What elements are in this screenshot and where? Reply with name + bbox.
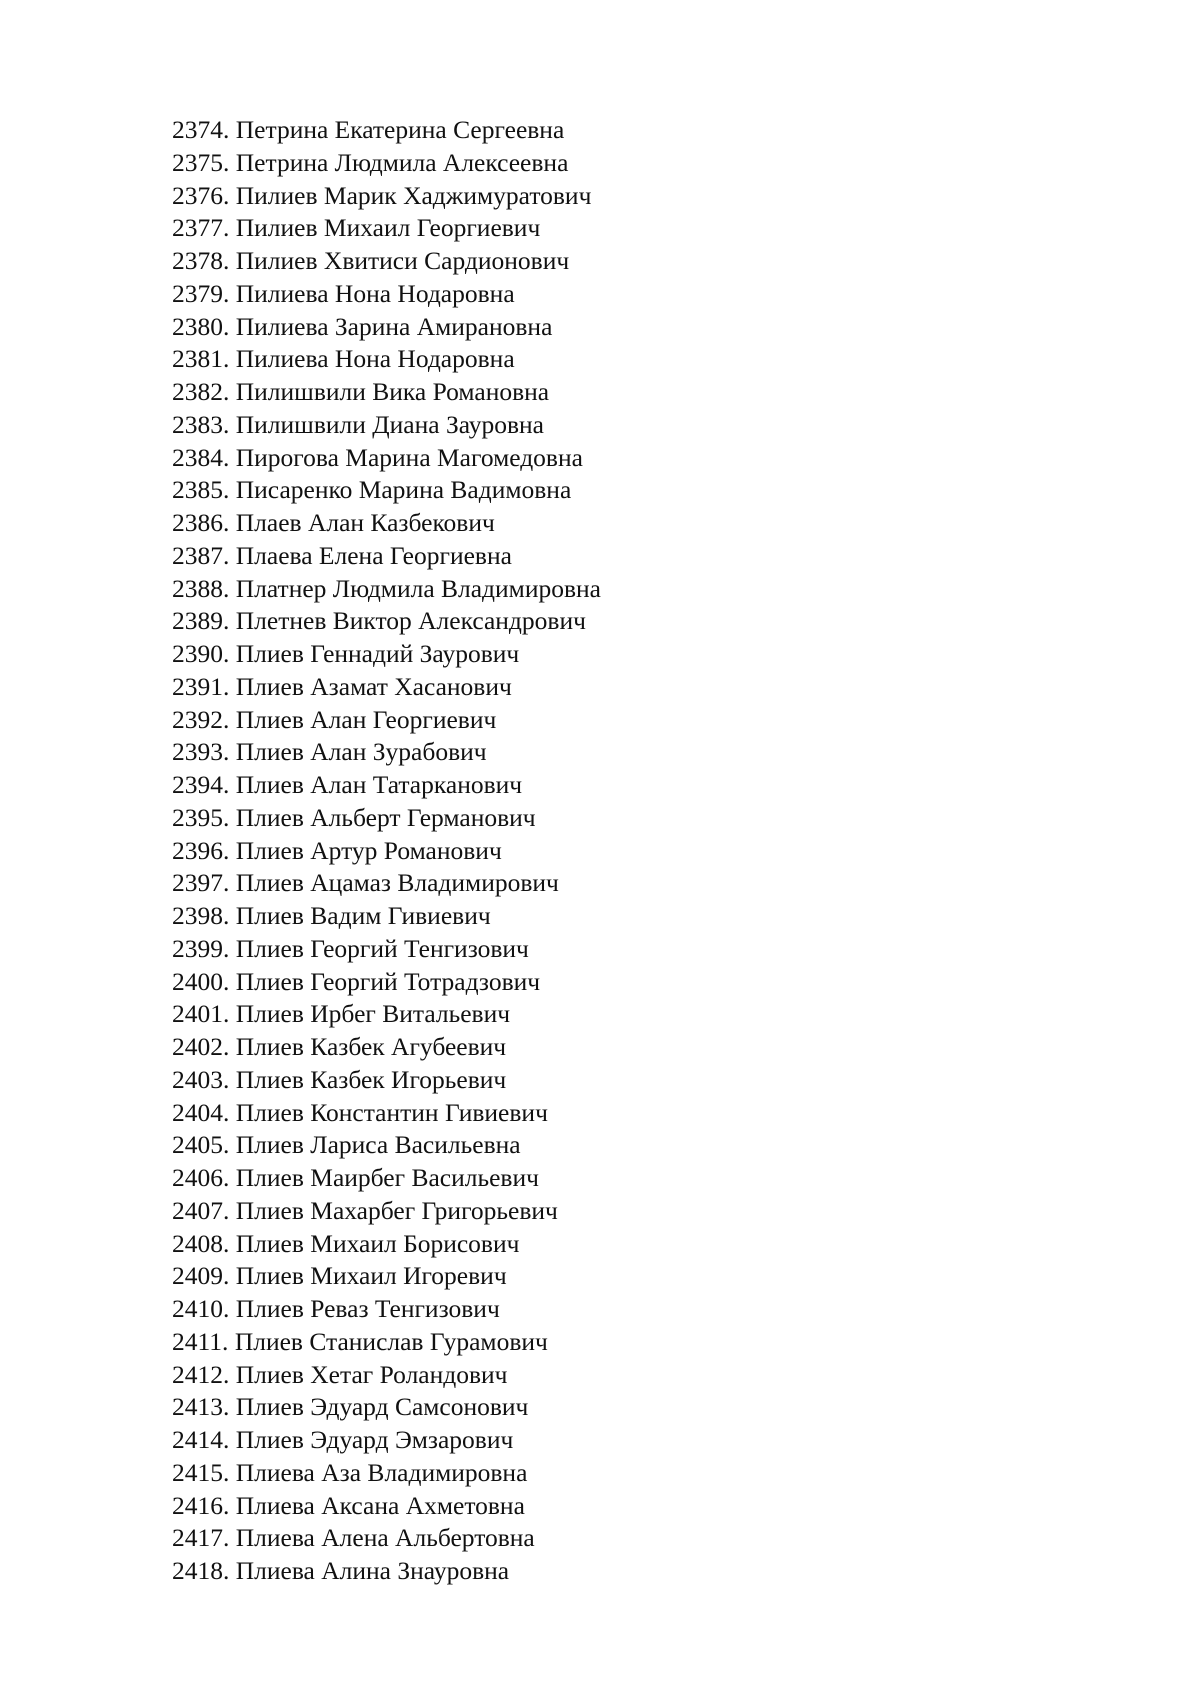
entry-name: Плиев Станислав Гурамович [234,1326,548,1356]
entry-name: Плиев Ирбег Витальевич [235,999,511,1029]
entry-number: 2397. [172,868,230,898]
entry-number: 2412. [172,1359,230,1389]
entry-name: Плиев Константин Гивиевич [235,1097,548,1127]
entry-name: Плиев Эдуард Самсонович [235,1392,529,1422]
entry-name: Плиев Казбек Игорьевич [235,1064,507,1094]
entry-number: 2398. [172,901,230,930]
list-item [172,671,601,704]
entry-number: 2396. [172,835,230,865]
list-item [172,900,601,933]
entry-name: Плиева Алена Альбертовна [235,1523,535,1553]
entry-name: Плиев Геннадий Заурович [235,639,520,668]
name-list [172,114,601,1588]
list-item [172,1064,601,1097]
entry-name: Пилиев Марик Хаджимуратович [235,180,592,210]
entry-name: Плиев Казбек Агубеевич [235,1032,507,1061]
entry-name: Плиев Маирбег Васильевич [235,1163,539,1192]
entry-number: 2395. [172,802,230,832]
entry-name: Плиев Альберт Германович [235,802,536,832]
entry-name: Плиев Реваз Тенгизович [235,1294,500,1323]
list-item [172,245,601,278]
list-item [172,1293,601,1326]
list-item [172,638,601,671]
entry-number: 2386. [172,508,230,537]
list-item [172,311,601,344]
entry-name: Пилишвили Вика Романовна [235,377,550,406]
entry-name: Пилиев Михаил Георгиевич [235,213,541,243]
entry-name: Плиев Георгий Тенгизович [235,933,529,963]
entry-number: 2376. [172,180,230,210]
entry-number: 2387. [172,540,230,570]
entry-name: Плиева Алина Знауровна [235,1556,510,1585]
list-item [172,835,601,868]
entry-name: Пилиева Нона Нодаровна [235,278,515,308]
entry-name: Плиев Вадим Гивиевич [235,901,491,930]
entry-number: 2394. [172,770,230,799]
entry-number: 2382. [172,377,230,406]
list-item [172,1097,601,1130]
entry-name: Плиев Алан Георгиевич [235,704,497,734]
entry-number: 2408. [172,1228,230,1258]
entry-number: 2410. [172,1294,230,1323]
entry-number: 2374. [172,115,230,144]
list-item [172,540,601,573]
entry-name: Пилиева Зарина Амирановна [235,311,553,341]
entry-number: 2400. [172,966,230,996]
list-item [172,933,601,966]
entry-number: 2407. [172,1195,230,1225]
entry-number: 2384. [172,442,230,472]
entry-name: Пилиева Нона Нодаровна [235,344,515,374]
list-item [172,1490,601,1523]
list-item [172,605,601,638]
entry-name: Плетнев Виктор Александрович [235,606,586,636]
entry-name: Плаева Елена Георгиевна [235,540,512,570]
entry-number: 2406. [172,1163,230,1192]
entry-number: 2399. [172,933,230,963]
entry-number: 2375. [172,147,230,177]
list-item [172,278,601,311]
list-item [172,180,601,213]
entry-number: 2405. [172,1130,230,1160]
list-item [172,1031,601,1064]
list-item [172,573,601,606]
entry-name: Плиев Алан Татарканович [235,770,523,799]
list-item [172,507,601,540]
entry-number: 2388. [172,573,230,603]
list-item [172,769,601,802]
list-item [172,1260,601,1293]
entry-number: 2416. [172,1490,230,1520]
list-item [172,1195,601,1228]
list-item [172,1326,601,1359]
entry-name: Плиев Хетаг Роландович [235,1359,508,1389]
list-item [172,1424,601,1457]
entry-number: 2402. [172,1032,230,1061]
entry-number: 2414. [172,1425,230,1454]
entry-number: 2390. [172,639,230,668]
list-item [172,409,601,442]
entry-name: Пилишвили Диана Зауровна [235,409,545,439]
entry-name: Плиев Эдуард Эмзарович [235,1425,514,1454]
entry-number: 2409. [172,1261,230,1291]
entry-name: Плиева Аза Владимировна [235,1457,528,1487]
entry-name: Петрина Екатерина Сергеевна [235,115,565,144]
entry-name: Пилиев Хвитиси Сардионович [235,246,570,275]
list-item [172,474,601,507]
entry-number: 2401. [172,999,230,1029]
list-item [172,343,601,376]
list-item [172,212,601,245]
entry-number: 2377. [172,213,230,243]
list-item [172,1359,601,1392]
entry-number: 2380. [172,311,230,341]
entry-name: Писаренко Марина Вадимовна [235,475,572,505]
entry-name: Пирогова Марина Магомедовна [235,442,583,472]
entry-name: Петрина Людмила Алексеевна [235,147,569,177]
entry-number: 2385. [172,475,230,505]
entry-number: 2417. [172,1523,230,1553]
entry-name: Плиева Аксана Ахметовна [235,1490,525,1520]
list-item [172,1522,601,1555]
list-item [172,147,601,180]
list-item [172,1129,601,1162]
entry-name: Плиев Махарбег Григорьевич [235,1195,558,1225]
list-item [172,442,601,475]
list-item [172,1555,601,1588]
entry-number: 2415. [172,1457,230,1487]
entry-name: Плиев Михаил Игоревич [235,1261,507,1291]
list-item [172,1228,601,1261]
list-item [172,376,601,409]
list-item [172,1457,601,1490]
entry-number: 2379. [172,278,230,308]
entry-number: 2393. [172,737,230,767]
list-item [172,802,601,835]
entry-name: Плиев Алан Зурабович [235,737,487,767]
entry-number: 2381. [172,344,230,374]
list-item [172,1391,601,1424]
entry-name: Платнер Людмила Владимировна [235,573,601,603]
entry-number: 2418. [172,1556,230,1585]
entry-number: 2383. [172,409,230,439]
entry-name: Плиев Азамат Хасанович [235,671,512,701]
entry-number: 2413. [172,1392,230,1422]
entry-number: 2389. [172,606,230,636]
entry-name: Плиев Артур Романович [235,835,502,865]
entry-name: Плиев Лариса Васильевна [235,1130,521,1160]
entry-number: 2404. [172,1097,230,1127]
list-item [172,867,601,900]
entry-number: 2403. [172,1064,230,1094]
entry-number: 2392. [172,704,230,734]
entry-name: Плаев Алан Казбекович [235,508,495,537]
list-item [172,114,601,147]
entry-name: Плиев Михаил Борисович [235,1228,520,1258]
list-item [172,736,601,769]
list-item [172,966,601,999]
list-item [172,998,601,1031]
list-item [172,704,601,737]
entry-name: Плиев Ацамаз Владимирович [235,868,559,898]
entry-name: Плиев Георгий Тотрадзович [235,966,541,996]
entry-number: 2411. [172,1326,229,1356]
entry-number: 2391. [172,671,230,701]
entry-number: 2378. [172,246,230,275]
list-item [172,1162,601,1195]
